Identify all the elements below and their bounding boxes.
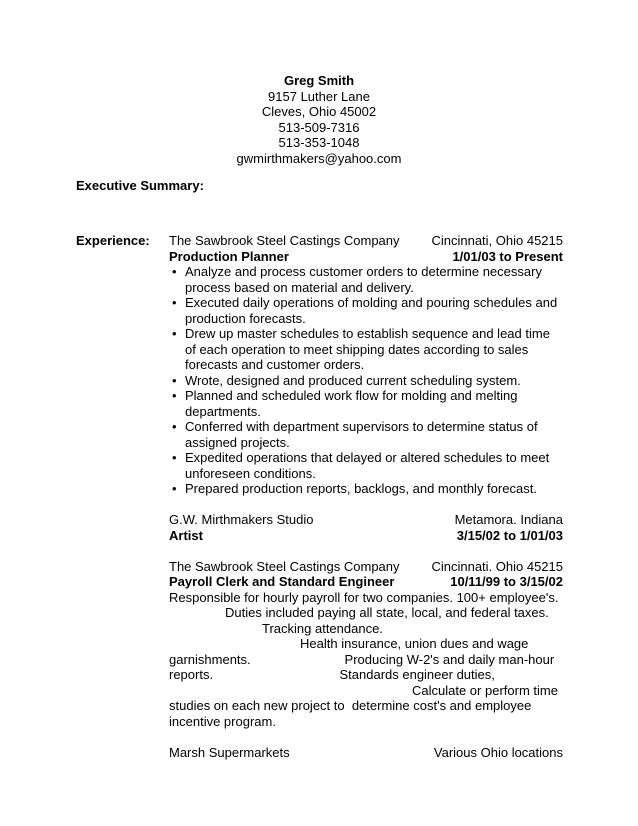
address-line-1: 9157 Luther Lane	[268, 88, 370, 104]
job-company: G.W. Mirthmakers Studio	[169, 512, 314, 527]
job-company: The Sawbrook Steel Castings Company	[169, 233, 400, 248]
description-line: reports. Standards engineer duties,	[169, 667, 495, 682]
description-line: Tracking attendance.	[262, 620, 383, 636]
executive-summary-heading: Executive Summary:	[76, 178, 204, 193]
job-entry	[169, 745, 563, 761]
job-description	[169, 590, 563, 730]
job-title: Production Planner	[169, 248, 289, 264]
job-company: The Sawbrook Steel Castings Company	[169, 558, 400, 574]
phone-2: 513-353-1048	[278, 135, 360, 150]
experience-heading: Experience:	[76, 233, 150, 248]
job-location: Various Ohio locations	[433, 744, 563, 760]
description-line: Responsible for hourly payroll for two companies. 100+ employee's.	[169, 589, 559, 605]
job-dates: 3/15/02 to 1/01/03	[456, 527, 563, 543]
list-item: • Analyze and process customer orders to determine necessary process based on material and delivery.	[169, 264, 563, 295]
description-line: Calculate or perform time	[412, 682, 558, 698]
job-title: Artist	[169, 527, 203, 543]
job-dates: 1/01/03 to Present	[452, 248, 563, 264]
job-location: Metamora. Indiana	[454, 512, 563, 527]
job-entry	[169, 559, 563, 730]
list-item: • Wrote, designed and produced current scheduling system.	[169, 373, 563, 389]
job-duties-list	[169, 264, 563, 497]
list-item: • Executed daily operations of molding and pouring schedules and production forecasts.	[169, 295, 563, 326]
description-line: Health insurance, union dues and wage	[300, 636, 529, 651]
email: gwmirthmakers@yahoo.com	[236, 150, 402, 166]
job-entry	[169, 233, 563, 497]
list-item: • Planned and scheduled work flow for molding and melting departments.	[169, 388, 563, 419]
description-line: garnishments. Producing W-2's and daily man-hour	[169, 651, 555, 667]
description-line: studies on each new project to determine cost's and employee	[169, 698, 532, 713]
list-item: • Prepared production reports, backlogs, and monthly forecast.	[169, 481, 563, 497]
list-item: • Drew up master schedules to establish sequence and lead time of each operation to meet shipping dates according to sales forecasts and customer orders.	[169, 326, 563, 373]
job-dates: 10/11/99 to 3/15/02	[450, 574, 563, 589]
phone-1: 513-509-7316	[278, 119, 360, 135]
resume-header	[0, 73, 638, 166]
job-entry	[169, 512, 563, 543]
description-line: incentive program.	[169, 713, 276, 729]
job-company: Marsh Supermarkets	[169, 744, 290, 760]
description-line: Duties included paying all state, local, and federal taxes.	[225, 605, 549, 620]
list-item: • Expedited operations that delayed or altered schedules to meet unforeseen conditions.	[169, 450, 563, 481]
job-title: Payroll Clerk and Standard Engineer	[169, 574, 395, 589]
applicant-name: Greg Smith	[283, 73, 355, 88]
address-line-2: Cleves, Ohio 45002	[261, 104, 377, 119]
experience-column	[169, 233, 563, 760]
job-location: Cincinnati. Ohio 45215	[431, 558, 563, 574]
list-item: • Conferred with department supervisors to determine status of assigned projects.	[169, 419, 563, 450]
job-location: Cincinnati, Ohio 45215	[431, 233, 563, 248]
